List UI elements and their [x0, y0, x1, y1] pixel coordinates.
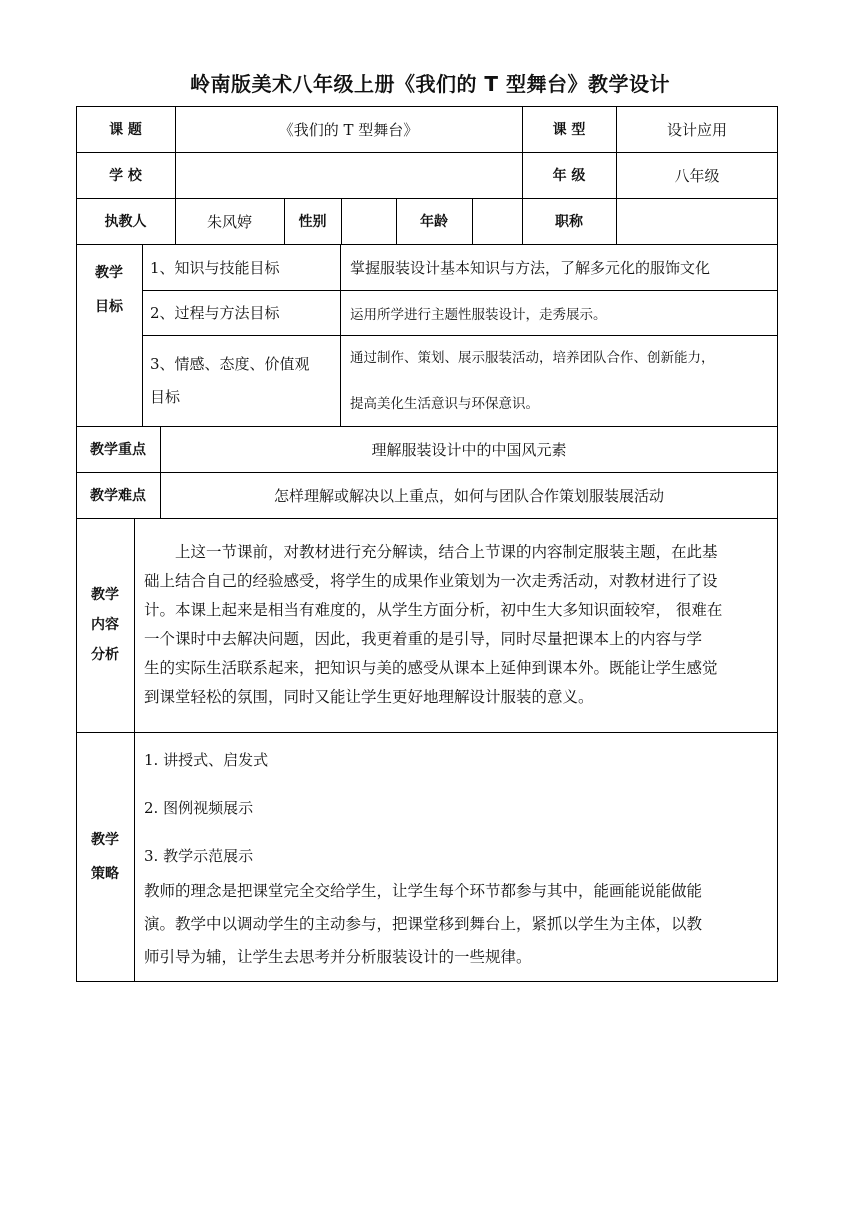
key-point-value: 理解服装设计中的中国风元素 — [371, 440, 567, 459]
type-value: 设计应用 — [666, 120, 727, 139]
strategy-line: 师引导为辅，让学生去思考并分析服装设计的一些规律。 — [144, 947, 532, 966]
analysis-label-line1: 教学 — [91, 587, 119, 603]
teacher-value: 朱风婷 — [206, 212, 252, 231]
goal-knowledge-name: 1、知识与技能目标 — [150, 258, 280, 277]
job-title-value — [616, 198, 778, 244]
analysis-line: 到课堂轻松的氛围，同时又能让学生更好地理解设计服装的意义。 — [144, 688, 594, 706]
goal-process-content: 运用所学进行主题性服装设计，走秀展示。 — [350, 306, 607, 323]
key-point-label: 教学重点 — [90, 442, 146, 458]
analysis-label-line3: 分析 — [91, 647, 119, 663]
analysis-label — [76, 518, 134, 732]
goal-emotion-name — [150, 335, 340, 426]
analysis-label-line2: 内容 — [91, 617, 119, 633]
type-label: 课 型 — [552, 122, 586, 138]
strategy-label-line1: 教学 — [91, 831, 119, 848]
gender-value — [341, 198, 396, 244]
goal-process-name: 2、过程与方法目标 — [150, 304, 280, 322]
grade-label: 年 级 — [552, 168, 586, 184]
goal-emotion-content-line2: 提高美化生活意识与环保意识。 — [350, 395, 539, 412]
age-value — [472, 198, 522, 244]
strategy-line: 教师的理念是把课堂完全交给学生，让学生每个环节都参与其中，能画能说能做能 — [144, 881, 703, 900]
strategy-item-1: 1. 讲授式、启发式 — [144, 750, 269, 769]
strategy-label-line2: 策略 — [91, 865, 119, 882]
topic-label: 课 题 — [109, 122, 142, 138]
strategy-item-2: 2. 图例视频展示 — [144, 798, 254, 817]
goal-emotion-name-line2: 目标 — [150, 387, 181, 406]
job-title-label: 职称 — [555, 214, 583, 230]
strategy-line: 演。教学中以调动学生的主动参与，把课堂移到舞台上，紧抓以学生为主体，以教 — [144, 914, 703, 933]
grade-value: 八年级 — [674, 166, 720, 185]
analysis-line: 上这一节课前，对教材进行充分解读，结合上节课的内容制定服装主题，在此基 — [144, 543, 718, 561]
strategy-item-3: 3. 教学示范展示 — [144, 846, 254, 865]
goals-label — [76, 244, 142, 426]
goal-knowledge-content: 掌握服装设计基本知识与方法，了解多元化的服饰文化 — [350, 258, 711, 277]
goal-emotion-name-line1: 3、情感、态度、价值观 — [150, 354, 310, 373]
school-label: 学 校 — [109, 168, 142, 184]
goals-label-line1: 教学 — [95, 265, 123, 281]
document-title: 岭南版美术八年级上册《我们的 T 型舞台》教学设计 — [189, 72, 671, 96]
lesson-plan-table — [76, 106, 778, 982]
analysis-line: 一个课时中去解决问题，因此，我更着重的是引导，同时尽量把课本上的内容与学 — [144, 630, 703, 648]
school-value — [175, 152, 522, 198]
analysis-text — [144, 518, 772, 732]
analysis-line: 计。本课上起来是相当有难度的，从学生方面分析，初中生大多知识面较窄， 很难在 — [144, 601, 723, 619]
strategy-text — [144, 872, 772, 976]
age-label: 年龄 — [420, 214, 448, 230]
goal-emotion-content-line1: 通过制作、策划、展示服装活动，培养团队合作、创新能力， — [350, 349, 715, 366]
teacher-label: 执教人 — [104, 214, 147, 230]
gender-label: 性别 — [298, 214, 327, 230]
difficulty-label: 教学难点 — [90, 488, 146, 504]
goal-emotion-content — [350, 335, 778, 426]
analysis-line: 生的实际生活联系起来，把知识与美的感受从课本上延伸到课本外。既能让学生感觉 — [144, 659, 718, 677]
goals-label-line2: 目标 — [95, 299, 123, 315]
analysis-line: 础上结合自己的经验感受，将学生的成果作业策划为一次走秀活动，对教材进行了设 — [144, 572, 718, 590]
difficulty-value: 怎样理解或解决以上重点，如何与团队合作策划服装展活动 — [273, 486, 664, 505]
strategy-label — [76, 732, 134, 981]
topic-value: 《我们的 T 型舞台》 — [278, 120, 419, 139]
